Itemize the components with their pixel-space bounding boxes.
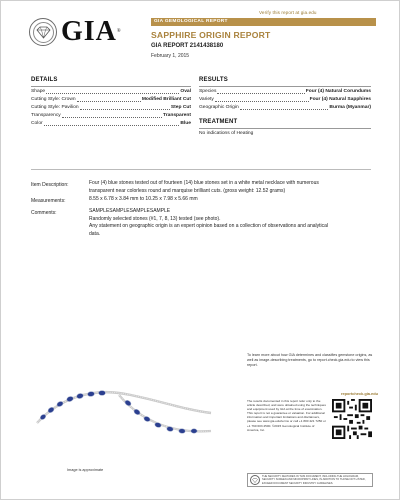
disclaimer-text: The results documented in this report refer only to the article described, and were obtained using the techniques and equipment used by GIA at the time of examination. This report is not a guarantee or valuation. For additional information and important limitations and disclaimers, please see www.gia.edu/terms or call +1 800 421 7250 or +1 760 603 4500. ©2015 Gemological Institute of America, Inc.: [247, 399, 326, 432]
item-description-text: Four (4) blue stones tested out of fourteen (14) blue stones set in a white metal necklace with numerous transparent near colorless round and marquise brilliant cuts. (gross weight: 12.52 grams): [89, 180, 319, 194]
details-row-pavilion: Cutting Style: Pavilion Step Cut: [31, 105, 191, 110]
results-row-variety: Variety Four (4) Natural Sapphires: [199, 97, 371, 102]
photo-caption: Image is approximate: [67, 468, 104, 472]
measurements-value: 8.55 x 6.78 x 3.84 mm to 10.25 x 7.98 x 5.66 mm: [89, 196, 198, 202]
comments-text: SAMPLESAMPLESAMPLESAMPLE Randomly selected stones (#1, 7, 8, 13) tested (see photo). Any statement on geographic origin is an expert opinion based on a collection of observations and analytical data.: [89, 208, 329, 237]
comments-label: Comments:: [31, 210, 57, 216]
qr-code-icon[interactable]: [332, 399, 372, 439]
details-row-crown: Cutting Style: Crown Modified Brilliant Cut: [31, 97, 191, 102]
verify-link[interactable]: Verify this report at gia.edu: [259, 10, 317, 15]
details-row-transparency: Transparency Transparent: [31, 113, 191, 118]
details-row-color: Color Blue: [31, 121, 191, 126]
gia-mini-seal-icon: [250, 475, 260, 485]
necklace-photo: [29, 379, 219, 451]
treatment-text: No indications of Heating: [199, 131, 254, 136]
section-divider: [31, 169, 371, 170]
details-row-shape: Shape Oval: [31, 89, 191, 94]
results-title: RESULTS: [199, 77, 228, 83]
report-number: GIA REPORT 2141438180: [151, 43, 224, 49]
details-rule: [31, 86, 191, 87]
results-rule: [199, 86, 371, 87]
measurements-label: Measurements:: [31, 198, 66, 204]
treatment-rule: [199, 128, 371, 129]
origin-info-note: To learn more about how GIA determines and classifies gemstone origins, as well as image-describing treatments, go to report.check.gia.edu to view this report.: [247, 353, 373, 367]
results-row-origin: Geographic Origin Burma (Myanmar): [199, 105, 371, 110]
reportcheck-link[interactable]: reportcheck.gia.edu: [341, 391, 378, 396]
item-description-label: Item Description:: [31, 182, 69, 188]
results-row-species: Species Four (4) Natural Corundums: [199, 89, 371, 94]
details-title: DETAILS: [31, 77, 58, 83]
gia-wordmark: GIA®: [61, 16, 122, 47]
gia-seal-logo: [29, 18, 57, 46]
report-date: February 1, 2015: [151, 53, 190, 59]
diamond-icon: [36, 26, 51, 39]
report-header-bar: GIA GEMOLOGICAL REPORT: [151, 18, 376, 26]
report-type-title: SAPPHIRE ORIGIN REPORT: [151, 30, 271, 40]
security-fine-print: THE SECURITY FEATURES IN THIS DOCUMENT, INCLUDING THE HOLOGRAM, SECURITY SCREEN AND MICROPRINT LINES, IN ADDITION TO THOSE NOT LISTED, EXCEED DOCUMENT SECURITY INDUSTRY GUIDELINES.: [247, 473, 373, 487]
treatment-title: TREATMENT: [199, 119, 238, 125]
